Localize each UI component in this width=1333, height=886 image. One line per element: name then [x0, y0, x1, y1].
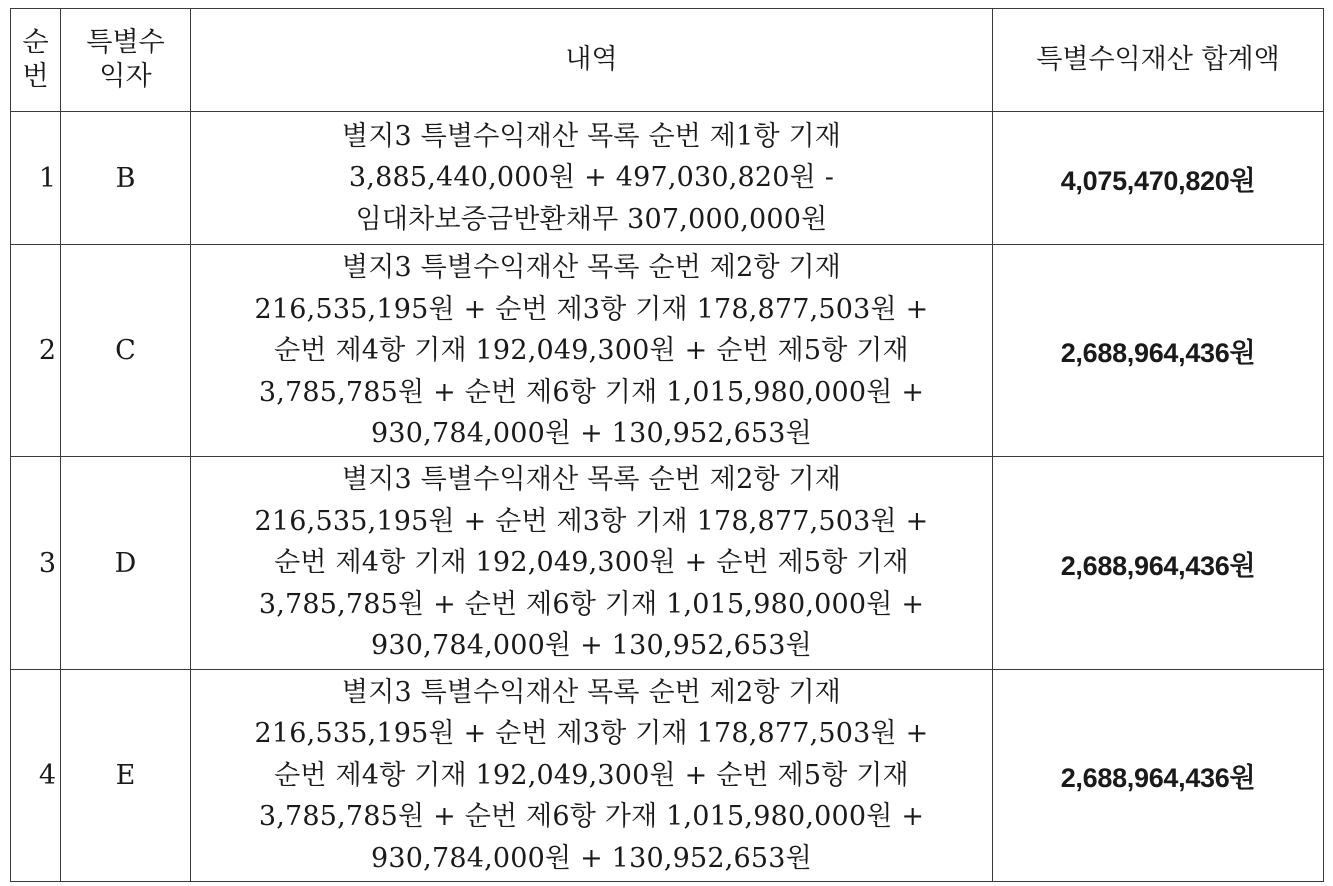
header-number	[11, 9, 61, 112]
row-beneficiary: D	[61, 457, 191, 669]
row-beneficiary: C	[61, 245, 191, 457]
special-benefit-table	[10, 8, 1324, 882]
row-details	[191, 457, 993, 669]
details-line: 930,784,000원 + 130,952,653원	[371, 842, 812, 874]
row-details	[191, 245, 993, 457]
header-total: 특별수익재산 합계액	[993, 9, 1324, 112]
header-beneficiary-line2: 익자	[99, 61, 152, 93]
row-number: 2	[11, 245, 61, 457]
details-line: 별지3 특별수익재산 목록 순번 제2항 기재	[341, 676, 842, 708]
details-line: 3,785,785원 + 순번 제6항 가재 1,015,980,000원 +	[258, 801, 925, 833]
row-details	[191, 112, 993, 245]
row-number: 1	[11, 112, 61, 245]
row-number: 4	[11, 669, 61, 881]
row-details	[191, 669, 993, 881]
details-line: 3,785,785원 + 순번 제6항 기재 1,015,980,000원 +	[258, 588, 925, 620]
header-details: 내역	[191, 9, 993, 112]
details-line: 임대차보증금반환채무 307,000,000원	[355, 203, 828, 235]
table-row	[11, 457, 1324, 669]
details-line: 별지3 특별수익재산 목록 순번 제2항 기재	[341, 464, 842, 496]
details-line: 순번 제4항 기재 192,049,300원 + 순번 제5항 기재	[274, 547, 909, 579]
details-line: 3,885,440,000원 + 497,030,820원 -	[348, 162, 835, 194]
table-header-row	[11, 9, 1324, 112]
header-beneficiary	[61, 9, 191, 112]
details-line: 216,535,195원 + 순번 제3항 기재 178,877,503원 +	[254, 293, 929, 325]
details-line: 별지3 특별수익재산 목록 순번 제2항 기재	[341, 252, 842, 284]
header-beneficiary-line1: 특별수	[86, 27, 165, 59]
header-number-line1: 순	[22, 27, 49, 59]
row-total: 2,688,964,436원	[993, 457, 1324, 669]
details-line: 930,784,000원 + 130,952,653원	[371, 418, 812, 450]
details-line: 순번 제4항 기재 192,049,300원 + 순번 제5항 기재	[274, 335, 909, 367]
details-line: 3,785,785원 + 순번 제6항 기재 1,015,980,000원 +	[258, 376, 925, 408]
table-row	[11, 669, 1324, 881]
row-total: 2,688,964,436원	[993, 669, 1324, 881]
row-total: 2,688,964,436원	[993, 245, 1324, 457]
details-line: 216,535,195원 + 순번 제3항 기재 178,877,503원 +	[254, 718, 929, 750]
header-number-line2: 번	[22, 61, 49, 93]
table-row	[11, 112, 1324, 245]
details-line: 930,784,000원 + 130,952,653원	[371, 630, 812, 662]
table-row	[11, 245, 1324, 457]
row-beneficiary: E	[61, 669, 191, 881]
row-total: 4,075,470,820원	[993, 112, 1324, 245]
details-line: 별지3 특별수익재산 목록 순번 제1항 기재	[341, 120, 842, 152]
row-beneficiary: B	[61, 112, 191, 245]
row-number: 3	[11, 457, 61, 669]
details-line: 216,535,195원 + 순번 제3항 기재 178,877,503원 +	[254, 505, 929, 537]
details-line: 순번 제4항 기재 192,049,300원 + 순번 제5항 기재	[274, 759, 909, 791]
